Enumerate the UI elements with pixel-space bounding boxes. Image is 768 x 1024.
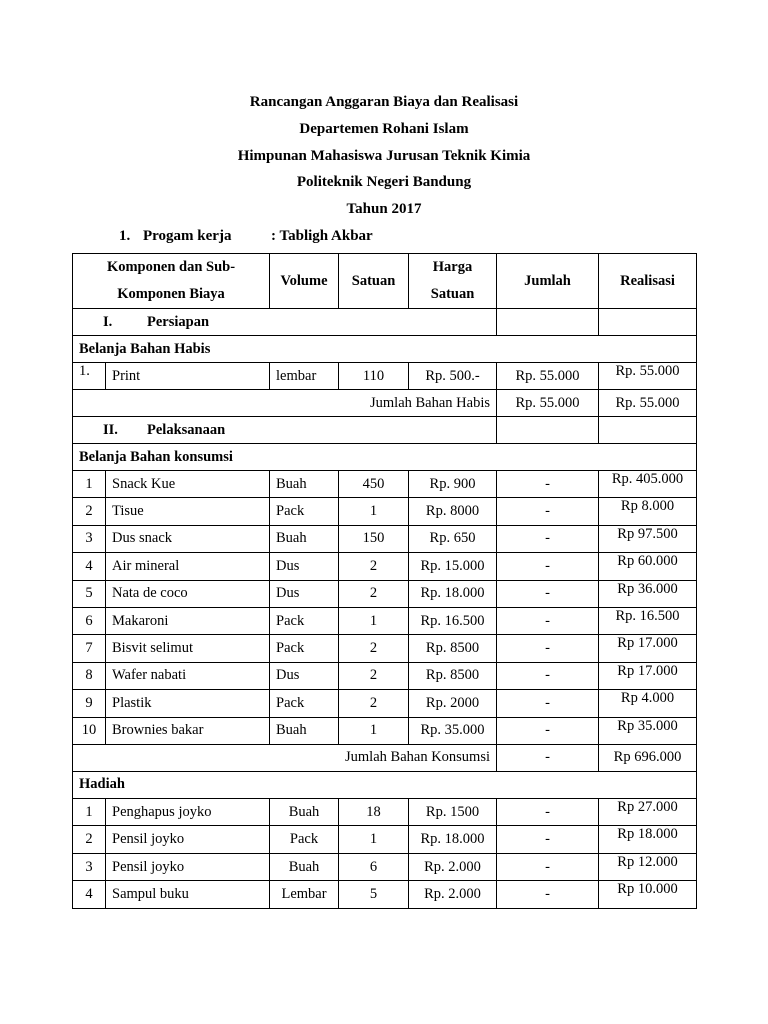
row-jumlah: - — [497, 881, 599, 909]
section-roman: II. — [103, 421, 118, 438]
program-label: Progam kerja — [143, 228, 232, 244]
group-title: Hadiah — [73, 771, 697, 798]
row-item: Plastik — [106, 690, 270, 717]
row-volume: Buah — [270, 525, 339, 552]
row-item: Bisvit selimut — [106, 635, 270, 662]
row-harga: Rp. 2000 — [409, 690, 497, 717]
table-row — [73, 525, 697, 552]
program-line — [119, 228, 373, 245]
row-jumlah: - — [497, 690, 599, 717]
row-item: Print — [106, 363, 270, 390]
row-jumlah: - — [497, 498, 599, 525]
row-harga: Rp. 15.000 — [409, 553, 497, 580]
row-satuan: 18 — [339, 798, 409, 826]
row-item: Penghapus joyko — [106, 798, 270, 826]
row-number: 10 — [73, 717, 106, 744]
row-jumlah: - — [497, 471, 599, 498]
row-satuan: 2 — [339, 662, 409, 689]
row-volume: lembar — [270, 363, 339, 390]
row-realisasi: Rp 36.000 — [599, 580, 697, 607]
row-satuan: 2 — [339, 690, 409, 717]
row-volume: Dus — [270, 662, 339, 689]
row-volume: Pack — [270, 607, 339, 634]
total-jumlah: Rp. 55.000 — [497, 390, 599, 417]
row-satuan: 110 — [339, 363, 409, 390]
section-title — [73, 417, 497, 444]
row-realisasi: Rp 8.000 — [599, 498, 697, 525]
row-jumlah: - — [497, 826, 599, 854]
row-realisasi: Rp 4.000 — [599, 690, 697, 717]
row-item: Pensil joyko — [106, 826, 270, 854]
row-volume: Buah — [270, 471, 339, 498]
table-row — [73, 498, 697, 525]
row-harga: Rp. 2.000 — [409, 881, 497, 909]
total-realisasi: Rp 696.000 — [599, 744, 697, 771]
total-label: Jumlah Bahan Konsumsi — [73, 744, 497, 771]
row-jumlah: - — [497, 580, 599, 607]
row-harga: Rp. 18.000 — [409, 580, 497, 607]
header-komponen-line2: Komponen Biaya — [117, 286, 225, 302]
row-item: Pensil joyko — [106, 853, 270, 881]
total-jumlah: - — [497, 744, 599, 771]
table-row — [73, 471, 697, 498]
row-jumlah: - — [497, 553, 599, 580]
table-row — [73, 662, 697, 689]
row-satuan: 2 — [339, 580, 409, 607]
table-row — [73, 580, 697, 607]
group-title: Belanja Bahan Habis — [73, 336, 697, 363]
header-satuan: Satuan — [339, 254, 409, 309]
row-harga: Rp. 650 — [409, 525, 497, 552]
row-item: Air mineral — [106, 553, 270, 580]
row-jumlah: - — [497, 525, 599, 552]
program-number: 1. — [119, 228, 131, 244]
row-harga: Rp. 8500 — [409, 635, 497, 662]
row-jumlah: - — [497, 853, 599, 881]
row-number: 9 — [73, 690, 106, 717]
section-row — [73, 417, 697, 444]
table-row — [73, 717, 697, 744]
row-volume: Pack — [270, 498, 339, 525]
row-harga: Rp. 1500 — [409, 798, 497, 826]
table-row — [73, 553, 697, 580]
row-number: 4 — [73, 881, 106, 909]
section-realisasi-cell — [599, 417, 697, 444]
row-item: Makaroni — [106, 607, 270, 634]
row-realisasi: Rp 35.000 — [599, 717, 697, 744]
row-jumlah: - — [497, 635, 599, 662]
row-realisasi: Rp. 405.000 — [599, 471, 697, 498]
row-realisasi: Rp 97.500 — [599, 525, 697, 552]
row-harga: Rp. 35.000 — [409, 717, 497, 744]
group-row — [73, 444, 697, 471]
row-item: Sampul buku — [106, 881, 270, 909]
total-row — [73, 744, 697, 771]
table-row — [73, 690, 697, 717]
title-line-1: Rancangan Anggaran Biaya dan Realisasi — [249, 94, 519, 110]
row-volume: Pack — [270, 690, 339, 717]
row-item: Nata de coco — [106, 580, 270, 607]
row-volume: Buah — [270, 717, 339, 744]
row-number: 4 — [73, 553, 106, 580]
header-komponen-line1: Komponen dan Sub- — [106, 259, 236, 275]
header-harga-line1: Harga — [432, 259, 473, 275]
section-name: Pelaksanaan — [147, 421, 226, 438]
title-line-5: Tahun 2017 — [346, 201, 422, 218]
row-number: 8 — [73, 662, 106, 689]
row-item: Snack Kue — [106, 471, 270, 498]
row-harga: Rp. 8500 — [409, 662, 497, 689]
row-jumlah: - — [497, 662, 599, 689]
row-number: 1 — [73, 798, 106, 826]
row-number: 6 — [73, 607, 106, 634]
row-item: Wafer nabati — [106, 662, 270, 689]
row-realisasi: Rp 17.000 — [599, 662, 697, 689]
row-volume: Lembar — [270, 881, 339, 909]
row-satuan: 1 — [339, 717, 409, 744]
row-volume: Pack — [270, 826, 339, 854]
row-volume: Dus — [270, 553, 339, 580]
row-harga: Rp. 2.000 — [409, 853, 497, 881]
row-satuan: 1 — [339, 826, 409, 854]
row-satuan: 6 — [339, 853, 409, 881]
section-name: Persiapan — [147, 313, 210, 330]
row-volume: Buah — [270, 853, 339, 881]
section-roman: I. — [103, 313, 113, 330]
table-row — [73, 881, 697, 909]
row-jumlah: - — [497, 607, 599, 634]
group-title: Belanja Bahan konsumsi — [73, 444, 697, 471]
row-number: 1. — [73, 363, 106, 390]
row-number: 2 — [73, 826, 106, 854]
row-satuan: 2 — [339, 635, 409, 662]
row-item: Dus snack — [106, 525, 270, 552]
row-satuan: 150 — [339, 525, 409, 552]
table-row — [73, 853, 697, 881]
budget-table — [72, 253, 697, 909]
row-item: Tisue — [106, 498, 270, 525]
row-number: 3 — [73, 525, 106, 552]
group-row — [73, 771, 697, 798]
row-number: 3 — [73, 853, 106, 881]
header-jumlah: Jumlah — [497, 254, 599, 309]
table-row — [73, 826, 697, 854]
row-realisasi: Rp 10.000 — [599, 881, 697, 909]
total-realisasi: Rp. 55.000 — [599, 390, 697, 417]
row-jumlah: Rp. 55.000 — [497, 363, 599, 390]
row-realisasi: Rp 27.000 — [599, 798, 697, 826]
row-realisasi: Rp 12.000 — [599, 853, 697, 881]
header-volume: Volume — [270, 254, 339, 309]
row-number: 1 — [73, 471, 106, 498]
row-jumlah: - — [497, 717, 599, 744]
row-realisasi: Rp 60.000 — [599, 553, 697, 580]
table-row — [73, 635, 697, 662]
row-item: Brownies bakar — [106, 717, 270, 744]
row-satuan: 2 — [339, 553, 409, 580]
row-satuan: 1 — [339, 498, 409, 525]
section-realisasi-cell — [599, 309, 697, 336]
row-number: 5 — [73, 580, 106, 607]
row-realisasi: Rp. 55.000 — [599, 363, 697, 390]
section-row — [73, 309, 697, 336]
header-komponen — [73, 254, 270, 309]
row-harga: Rp. 500.- — [409, 363, 497, 390]
table-header-row — [73, 254, 697, 309]
header-harga-line2: Satuan — [430, 286, 475, 302]
row-satuan: 1 — [339, 607, 409, 634]
row-harga: Rp. 18.000 — [409, 826, 497, 854]
title-line-4: Politeknik Negeri Bandung — [296, 174, 472, 191]
table-row — [73, 798, 697, 826]
row-volume: Dus — [270, 580, 339, 607]
row-harga: Rp. 8000 — [409, 498, 497, 525]
row-harga: Rp. 900 — [409, 471, 497, 498]
section-title — [73, 309, 497, 336]
table-row — [73, 363, 697, 390]
row-number: 7 — [73, 635, 106, 662]
table-row — [73, 607, 697, 634]
section-jumlah-cell — [497, 417, 599, 444]
row-jumlah: - — [497, 798, 599, 826]
row-harga: Rp. 16.500 — [409, 607, 497, 634]
row-realisasi: Rp 18.000 — [599, 826, 697, 854]
row-realisasi: Rp. 16.500 — [599, 607, 697, 634]
header-harga — [409, 254, 497, 309]
group-row — [73, 336, 697, 363]
title-line-3: Himpunan Mahasiswa Jurusan Teknik Kimia — [237, 147, 531, 164]
section-jumlah-cell — [497, 309, 599, 336]
title-line-2: Departemen Rohani Islam — [299, 120, 469, 137]
row-satuan: 450 — [339, 471, 409, 498]
total-label: Jumlah Bahan Habis — [73, 390, 497, 417]
header-realisasi: Realisasi — [599, 254, 697, 309]
program-value: : Tabligh Akbar — [271, 228, 373, 244]
document-title-block — [0, 92, 768, 226]
row-realisasi: Rp 17.000 — [599, 635, 697, 662]
row-volume: Buah — [270, 798, 339, 826]
total-row — [73, 390, 697, 417]
row-volume: Pack — [270, 635, 339, 662]
row-satuan: 5 — [339, 881, 409, 909]
budget-table-body — [73, 254, 697, 909]
row-number: 2 — [73, 498, 106, 525]
